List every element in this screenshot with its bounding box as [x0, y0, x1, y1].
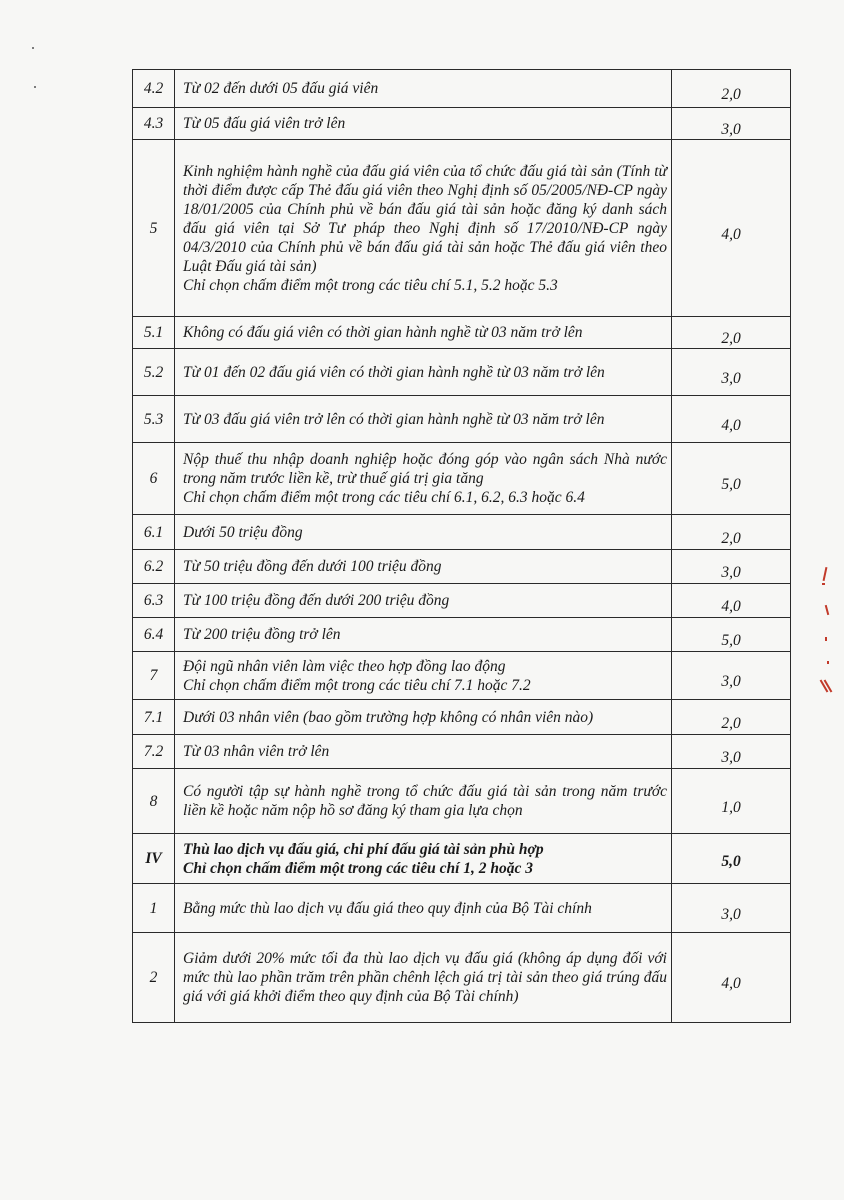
criteria-text-line: Từ 05 đấu giá viên trở lên: [183, 115, 346, 132]
criteria-text-line: Chỉ chọn chấm điểm một trong các tiêu chí 7.1 hoặc 7.2: [183, 676, 531, 694]
scan-speck: [34, 86, 36, 88]
criteria-text-line: Thù lao dịch vụ đấu giá, chi phí đấu giá tài sản phù hợp: [183, 840, 544, 858]
score-value: 3,0: [721, 564, 741, 581]
criteria-description: [175, 584, 672, 618]
scoring-criteria-table: [132, 69, 791, 1023]
score-value: 5,0: [721, 853, 741, 870]
criteria-number: 7.1: [133, 700, 175, 735]
score-value: 3,0: [721, 673, 741, 690]
criteria-text-line: Nộp thuế thu nhập doanh nghiệp hoặc đóng góp vào ngân sách Nhà nước trong năm trước liền kề, trừ thuế giá trị gia tăng: [183, 451, 667, 487]
criteria-score: [672, 933, 791, 1023]
score-value: 3,0: [721, 749, 741, 766]
criteria-description: [175, 550, 672, 584]
criteria-number: 5.3: [133, 396, 175, 443]
criteria-description: [175, 834, 672, 884]
criteria-row: [133, 443, 791, 515]
criteria-text-line: Từ 200 triệu đồng trở lên: [183, 626, 341, 643]
criteria-row: [133, 933, 791, 1023]
criteria-description: [175, 618, 672, 652]
score-value: 2,0: [721, 86, 741, 103]
criteria-description: [175, 700, 672, 735]
criteria-row: [133, 584, 791, 618]
score-value: 4,0: [721, 598, 741, 615]
criteria-number: 4.3: [133, 108, 175, 140]
score-value: 4,0: [721, 416, 741, 434]
criteria-number: 1: [133, 884, 175, 933]
criteria-score: [672, 584, 791, 618]
criteria-description: [175, 769, 672, 834]
criteria-row: [133, 834, 791, 884]
criteria-score: [672, 652, 791, 700]
criteria-number: 7: [133, 652, 175, 700]
criteria-score: [672, 834, 791, 884]
criteria-text-line: Kinh nghiệm hành nghề của đấu giá viên của tổ chức đấu giá tài sản (Tính từ thời điểm được cấp Thẻ đấu giá viên theo Nghị định số 05/2005/NĐ-CP ngày 18/01/2005 của Chính phủ về bán đấu giá tài sản hoặc đăng ký danh sách đấu giá viên tại Sở Tư pháp theo Nghị định số 17/2010/NĐ-CP ngày 04/3/2010 của Chính phủ về bán đấu giá tài sản hoặc Thẻ đấu giá viên theo Luật Đấu giá tài sản): [183, 162, 667, 275]
score-value: 3,0: [721, 905, 741, 923]
criteria-text-line: Từ 100 triệu đồng đến dưới 200 triệu đồng: [183, 592, 450, 609]
scan-speck: [32, 47, 34, 49]
criteria-row: [133, 700, 791, 735]
criteria-description: [175, 515, 672, 550]
score-value: 4,0: [721, 975, 741, 992]
criteria-score: [672, 735, 791, 769]
criteria-score: [672, 618, 791, 652]
red-pen-marks: [816, 565, 834, 695]
criteria-row: [133, 70, 791, 108]
criteria-row: [133, 550, 791, 584]
criteria-description: [175, 652, 672, 700]
score-value: 3,0: [721, 121, 741, 138]
criteria-score: [672, 769, 791, 834]
criteria-row: [133, 515, 791, 550]
criteria-number: 7.2: [133, 735, 175, 769]
criteria-text-line: Từ 50 triệu đồng đến dưới 100 triệu đồng: [183, 558, 442, 575]
criteria-description: [175, 396, 672, 443]
criteria-number: 6.3: [133, 584, 175, 618]
criteria-score: [672, 550, 791, 584]
criteria-text-line: Từ 03 nhân viên trở lên: [183, 743, 330, 760]
criteria-row: [133, 735, 791, 769]
criteria-score: [672, 515, 791, 550]
criteria-description: [175, 349, 672, 396]
criteria-text-line: Giảm dưới 20% mức tối đa thù lao dịch vụ đấu giá (không áp dụng đối với mức thù lao phần trăm trên phần chênh lệch giá trị tài sản theo giá trúng đấu giá với giá khởi điểm theo quy định của Bộ Tài chính): [183, 950, 667, 1005]
criteria-row: [133, 317, 791, 349]
criteria-row: [133, 769, 791, 834]
criteria-score: [672, 70, 791, 108]
score-value: 2,0: [721, 714, 741, 732]
criteria-text-line: Bằng mức thù lao dịch vụ đấu giá theo quy định của Bộ Tài chính: [183, 899, 592, 917]
criteria-number: 5.1: [133, 317, 175, 349]
criteria-number: 6.1: [133, 515, 175, 550]
criteria-number: IV: [133, 834, 175, 884]
criteria-score: [672, 349, 791, 396]
score-value: 4,0: [721, 225, 741, 243]
criteria-row: [133, 618, 791, 652]
score-value: 1,0: [721, 798, 741, 816]
criteria-description: [175, 140, 672, 317]
criteria-number: 5.2: [133, 349, 175, 396]
criteria-text-line: Chỉ chọn chấm điểm một trong các tiêu chí 1, 2 hoặc 3: [183, 859, 534, 877]
criteria-description: [175, 70, 672, 108]
criteria-score: [672, 317, 791, 349]
criteria-row: [133, 884, 791, 933]
criteria-number: 2: [133, 933, 175, 1023]
criteria-row: [133, 396, 791, 443]
criteria-text-line: Dưới 50 triệu đồng: [183, 523, 303, 541]
criteria-row: [133, 108, 791, 140]
criteria-text-line: Dưới 03 nhân viên (bao gồm trường hợp không có nhân viên nào): [183, 708, 594, 726]
criteria-number: 8: [133, 769, 175, 834]
criteria-description: [175, 108, 672, 140]
criteria-score: [672, 396, 791, 443]
criteria-description: [175, 317, 672, 349]
criteria-text-line: Từ 01 đến 02 đấu giá viên có thời gian hành nghề từ 03 năm trở lên: [183, 363, 605, 381]
criteria-score: [672, 140, 791, 317]
criteria-row: [133, 349, 791, 396]
criteria-text-line: Từ 02 đến dưới 05 đấu giá viên: [183, 80, 379, 97]
criteria-text-line: Đội ngũ nhân viên làm việc theo hợp đồng lao động: [183, 657, 506, 675]
criteria-text-line: Không có đấu giá viên có thời gian hành nghề từ 03 năm trở lên: [183, 324, 583, 341]
criteria-description: [175, 884, 672, 933]
criteria-text-line: Có người tập sự hành nghề trong tổ chức đấu giá tài sản trong năm trước liền kề hoặc năm nộp hồ sơ đăng ký tham gia lựa chọn: [183, 783, 667, 819]
criteria-score: [672, 443, 791, 515]
score-value: 5,0: [721, 476, 741, 493]
criteria-row: [133, 140, 791, 317]
score-value: 5,0: [721, 632, 741, 649]
criteria-text-line: Chỉ chọn chấm điểm một trong các tiêu chí 5.1, 5.2 hoặc 5.3: [183, 276, 558, 294]
criteria-number: 6.2: [133, 550, 175, 584]
criteria-number: 6.4: [133, 618, 175, 652]
criteria-text-line: Từ 03 đấu giá viên trở lên có thời gian hành nghề từ 03 năm trở lên: [183, 410, 605, 428]
criteria-description: [175, 735, 672, 769]
criteria-number: 6: [133, 443, 175, 515]
criteria-description: [175, 933, 672, 1023]
criteria-text-line: Chỉ chọn chấm điểm một trong các tiêu chí 6.1, 6.2, 6.3 hoặc 6.4: [183, 489, 585, 506]
criteria-row: [133, 652, 791, 700]
criteria-number: 4.2: [133, 70, 175, 108]
score-value: 2,0: [721, 330, 741, 347]
criteria-score: [672, 108, 791, 140]
score-value: 3,0: [721, 369, 741, 387]
criteria-score: [672, 884, 791, 933]
score-value: 2,0: [721, 529, 741, 547]
criteria-description: [175, 443, 672, 515]
criteria-score: [672, 700, 791, 735]
criteria-number: 5: [133, 140, 175, 317]
